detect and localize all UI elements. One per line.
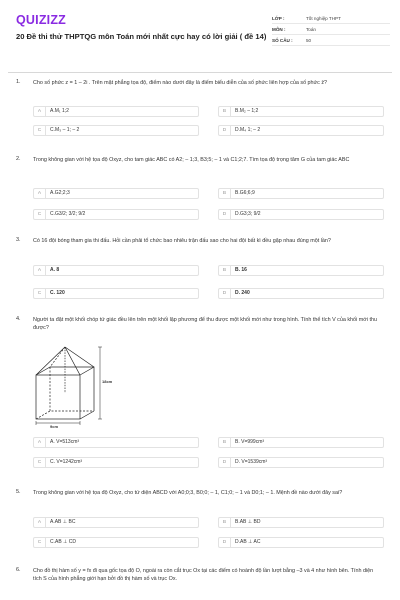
option-text: C.AB ⊥ CD	[50, 539, 77, 545]
option-a[interactable]	[33, 437, 199, 448]
question-6	[16, 567, 384, 597]
question-number: 5.	[16, 489, 21, 495]
question-text: Có 16 đội bóng tham gia thi đấu. Hỏi cần phải tổ chức bao nhiêu trận đấu sao cho hai đội bất kì đều gặp nhau đúng một lần?	[33, 238, 331, 244]
option-a[interactable]	[33, 106, 199, 117]
option-text: B.AB ⊥ BD	[235, 519, 261, 525]
question-text: Trong không gian với hệ tọa độ Oxyz, cho tứ diện ABCD với A0;0;3, B0;0; – 1, C1;0; – 1 và D0;1; – 1. Mệnh đề nào dưới đây sai?	[33, 490, 343, 496]
meta-value: Toán	[306, 26, 316, 32]
option-c[interactable]	[33, 209, 199, 220]
question-5	[16, 489, 384, 559]
question-3	[16, 237, 384, 307]
meta-value: Tốt nghiệp THPT	[306, 15, 341, 21]
option-letter: C	[34, 289, 46, 298]
option-text: B. 16	[235, 267, 247, 273]
option-letter: D	[219, 458, 231, 467]
question-number: 1.	[16, 79, 21, 85]
height-label: 18cm	[102, 379, 113, 384]
meta-table	[272, 13, 390, 46]
option-text: B.M₂ – 1;2	[235, 108, 259, 114]
question-text: Cho số phức z = 1 – 2i . Trên mặt phẳng tọa độ, điểm nào dưới đây là điểm biểu diễn của số phức liên hợp của số phức z̄?	[33, 80, 328, 86]
cube-pyramid-figure	[24, 345, 136, 429]
option-text: C.G3/2; 3/2; 9/2	[50, 211, 86, 217]
meta-row-class	[272, 13, 390, 24]
option-letter: D	[219, 289, 231, 298]
option-letter: A	[34, 438, 46, 447]
option-text: A. V=513cm³	[50, 439, 80, 445]
option-letter: B	[219, 189, 231, 198]
meta-key: SỐ CÂU :	[272, 37, 293, 43]
option-d[interactable]	[218, 537, 384, 548]
option-letter: C	[34, 458, 46, 467]
option-letter: D	[219, 126, 231, 135]
option-letter: B	[219, 266, 231, 275]
option-b[interactable]	[218, 517, 384, 528]
option-letter: B	[219, 438, 231, 447]
option-letter: A	[34, 266, 46, 275]
quizizz-logo: QUIZIZZ	[16, 13, 67, 27]
cube-pyramid-drawing	[24, 345, 136, 429]
option-text: C.M₃ – 1; – 2	[50, 127, 80, 133]
option-b[interactable]	[218, 106, 384, 117]
meta-key: MÔN :	[272, 26, 286, 32]
meta-key: LỚP :	[272, 15, 285, 21]
option-letter: C	[34, 538, 46, 547]
question-number: 3.	[16, 237, 21, 243]
option-text: D. V=1539cm³	[235, 459, 268, 465]
option-letter: C	[34, 126, 46, 135]
option-letter: A	[34, 107, 46, 116]
option-text: B. V=999cm³	[235, 439, 265, 445]
option-text: C. V=1242cm³	[50, 459, 83, 465]
option-d[interactable]	[218, 125, 384, 136]
option-d[interactable]	[218, 457, 384, 468]
option-text: A.M₁ 1;2	[50, 108, 69, 114]
base-label: 9cm	[50, 424, 59, 429]
option-text: D. 240	[235, 290, 250, 296]
option-text: D.AB ⊥ AC	[235, 539, 261, 545]
question-text: Trong không gian với hệ tọa độ Oxyz, cho tam giác ABC có A2; – 1;3, B3;5; – 1 và C1;2;7. Tìm tọa độ trọng tâm G của tam giác ABC	[33, 157, 350, 163]
option-letter: B	[219, 107, 231, 116]
question-number: 4.	[16, 316, 21, 322]
question-text: Người ta đặt một khối chóp tứ giác đều lên trên một khối lập phương để thu được một khối mới như trong hình. Tính thể tích V của khối mới thu được?	[33, 317, 377, 331]
option-letter: D	[219, 210, 231, 219]
page-title: 20 Đề thi thử THPTQG môn Toán mới nhất cực hay có lời giải ( đề 14)	[16, 32, 267, 41]
meta-value: 50	[306, 37, 312, 43]
option-text: A. 8	[50, 267, 60, 273]
question-text: Cho đồ thị hàm số y = fx đi qua gốc tọa độ O, ngoài ra còn cắt trục Ox tại các điểm có hoành độ lần lượt bằng –3 và 4 như hình bên. Tính diện tích S của hình phẳng giới hạn bởi đồ thị hàm số và trục Ox.	[33, 568, 374, 582]
option-c[interactable]	[33, 125, 199, 136]
option-b[interactable]	[218, 188, 384, 199]
option-text: B.G6;6;9	[235, 190, 255, 196]
option-a[interactable]	[33, 517, 199, 528]
option-a[interactable]	[33, 265, 199, 276]
question-number: 6.	[16, 567, 21, 573]
option-a[interactable]	[33, 188, 199, 199]
question-2	[16, 156, 384, 226]
meta-row-count	[272, 35, 390, 46]
option-letter: A	[34, 189, 46, 198]
option-letter: B	[219, 518, 231, 527]
option-text: D.M₄ 1; – 2	[235, 127, 261, 133]
option-text: A.AB ⊥ BC	[50, 519, 76, 525]
option-text: C. 120	[50, 290, 65, 296]
option-text: A.G2;2;3	[50, 190, 70, 196]
question-number: 2.	[16, 156, 21, 162]
header-divider	[8, 72, 392, 73]
option-c[interactable]	[33, 288, 199, 299]
option-letter: C	[34, 210, 46, 219]
option-d[interactable]	[218, 209, 384, 220]
option-b[interactable]	[218, 437, 384, 448]
option-text: D.G3;3; 9/2	[235, 211, 261, 217]
option-letter: A	[34, 518, 46, 527]
option-d[interactable]	[218, 288, 384, 299]
option-letter: D	[219, 538, 231, 547]
meta-row-subject	[272, 24, 390, 35]
option-c[interactable]	[33, 537, 199, 548]
option-c[interactable]	[33, 457, 199, 468]
question-1	[16, 79, 384, 139]
option-b[interactable]	[218, 265, 384, 276]
